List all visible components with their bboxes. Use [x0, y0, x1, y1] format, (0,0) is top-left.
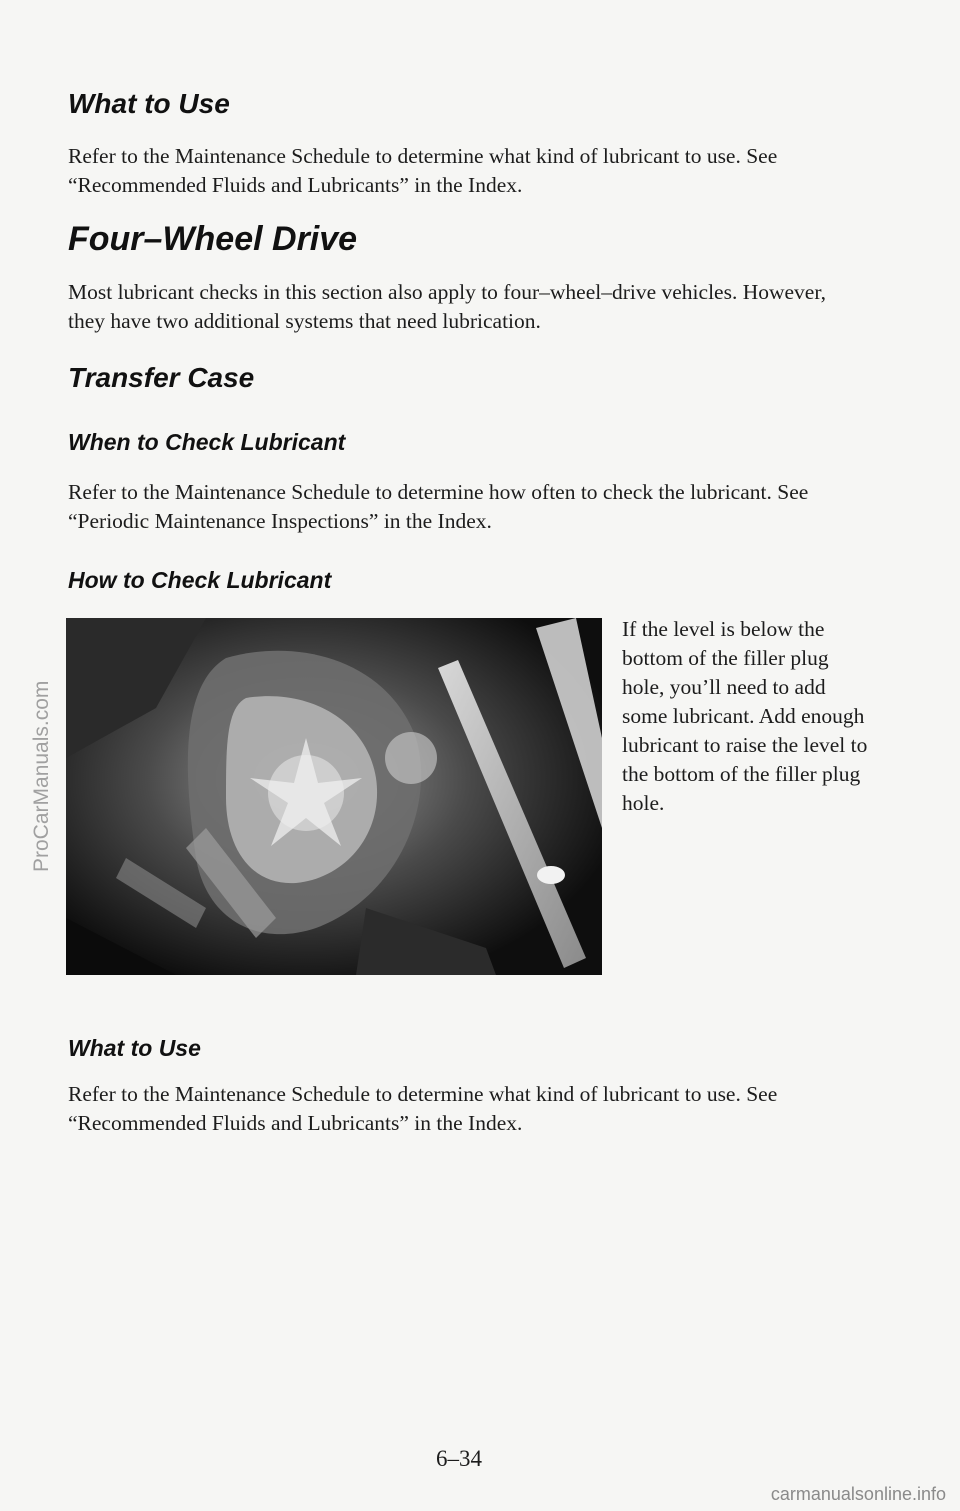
- heading-transfer-case: Transfer Case: [68, 362, 255, 393]
- paragraph-four-wheel-drive: Most lubricant checks in this section also apply to four–wheel–drive vehicles. However, they have two additional systems that need lubrication.: [68, 280, 827, 333]
- paragraph-what-to-use: Refer to the Maintenance Schedule to determine what kind of lubricant to use. See “Recommended Fluids and Lubricants” in the Index.: [68, 144, 778, 197]
- heading-what-to-use-2: What to Use: [68, 1035, 201, 1061]
- bottom-watermark: carmanualsonline.info: [770, 1484, 946, 1504]
- transfer-case-photo: [66, 618, 602, 975]
- heading-four-wheel-drive: Four–Wheel Drive: [68, 220, 358, 258]
- side-watermark: ProCarManuals.com: [30, 680, 53, 872]
- paragraph-what-to-use-2: Refer to the Maintenance Schedule to determine what kind of lubricant to use. See “Recommended Fluids and Lubricants” in the Index.: [68, 1082, 778, 1135]
- paragraph-when-to-check: Refer to the Maintenance Schedule to determine how often to check the lubricant. See “Periodic Maintenance Inspections” in the Index.: [68, 480, 809, 533]
- paragraph-how-to-check: If the level is below the bottom of the filler plug hole, you’ll need to add some lubricant. Add enough lubricant to raise the level to the bottom of the filler plug hole.: [622, 617, 868, 815]
- page-number: 6–34: [436, 1446, 482, 1471]
- heading-what-to-use: What to Use: [68, 88, 230, 119]
- heading-how-to-check: How to Check Lubricant: [68, 567, 332, 593]
- heading-when-to-check: When to Check Lubricant: [68, 429, 346, 455]
